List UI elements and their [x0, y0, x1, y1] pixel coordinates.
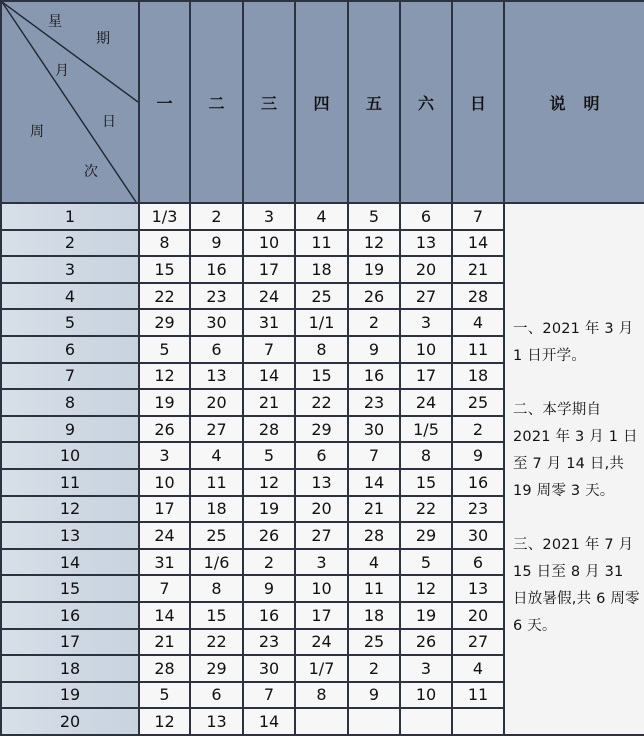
date-cell-wed: 7	[243, 336, 295, 363]
diagonal-lines-icon	[2, 2, 138, 202]
date-cell-wed: 10	[243, 230, 295, 257]
date-cell-fri: 21	[348, 496, 400, 523]
date-cell-wed: 16	[243, 602, 295, 629]
week-number-cell: 1	[1, 203, 139, 230]
week-number-cell: 3	[1, 256, 139, 283]
week-number-cell: 7	[1, 363, 139, 390]
date-cell-fri: 28	[348, 522, 400, 549]
date-cell-fri: 14	[348, 469, 400, 496]
week-number-cell: 6	[1, 336, 139, 363]
date-cell-wed: 7	[243, 682, 295, 709]
notes-header-label: 说明	[549, 93, 618, 113]
date-cell-sat: 22	[400, 496, 452, 523]
date-cell-thu: 24	[295, 629, 348, 656]
week-number-cell: 13	[1, 522, 139, 549]
week-number-cell: 10	[1, 442, 139, 469]
date-cell-fri: 4	[348, 549, 400, 576]
day-header-sun: 日	[452, 1, 504, 203]
date-cell-sun: 20	[452, 602, 504, 629]
date-cell-tue: 1/6	[190, 549, 243, 576]
week-number-cell: 5	[1, 309, 139, 336]
date-cell-thu: 22	[295, 389, 348, 416]
date-cell-mon: 17	[139, 496, 190, 523]
date-cell-sun: 16	[452, 469, 504, 496]
week-number-cell: 17	[1, 629, 139, 656]
date-cell-mon: 21	[139, 629, 190, 656]
date-cell-fri: 9	[348, 336, 400, 363]
date-cell-sun: 13	[452, 575, 504, 602]
date-cell-thu: 3	[295, 549, 348, 576]
date-cell-sat: 26	[400, 629, 452, 656]
date-cell-sun: 23	[452, 496, 504, 523]
date-cell-mon: 5	[139, 682, 190, 709]
date-cell-sat: 24	[400, 389, 452, 416]
date-cell-wed: 3	[243, 203, 295, 230]
date-cell-mon: 3	[139, 442, 190, 469]
date-cell-tue: 13	[190, 708, 243, 735]
date-cell-sun: 4	[452, 309, 504, 336]
date-cell-fri: 25	[348, 629, 400, 656]
week-number-cell: 11	[1, 469, 139, 496]
corner-label-xing: 星	[48, 14, 62, 30]
date-cell-sat: 19	[400, 602, 452, 629]
date-cell-tue: 6	[190, 682, 243, 709]
date-cell-wed: 5	[243, 442, 295, 469]
date-cell-sat: 17	[400, 363, 452, 390]
notes-cell	[504, 203, 644, 735]
day-header-sat: 六	[400, 1, 452, 203]
date-cell-thu: 10	[295, 575, 348, 602]
date-cell-wed: 17	[243, 256, 295, 283]
date-cell-sun: 21	[452, 256, 504, 283]
date-cell-tue: 4	[190, 442, 243, 469]
date-cell-mon: 26	[139, 416, 190, 443]
date-cell-mon: 8	[139, 230, 190, 257]
date-cell-thu: 6	[295, 442, 348, 469]
date-cell-tue: 20	[190, 389, 243, 416]
date-cell-tue: 11	[190, 469, 243, 496]
date-cell-mon: 14	[139, 602, 190, 629]
date-cell-sat: 8	[400, 442, 452, 469]
corner-label-zhou: 周	[30, 124, 44, 140]
date-cell-sat: 3	[400, 309, 452, 336]
date-cell-mon: 10	[139, 469, 190, 496]
note-item: 一、2021 年 3 月 1 日开学。	[513, 321, 634, 364]
date-cell-thu: 29	[295, 416, 348, 443]
date-cell-tue: 8	[190, 575, 243, 602]
date-cell-wed: 26	[243, 522, 295, 549]
date-cell-mon: 7	[139, 575, 190, 602]
date-cell-wed: 2	[243, 549, 295, 576]
date-cell-thu: 18	[295, 256, 348, 283]
date-cell-wed: 14	[243, 708, 295, 735]
table-row	[1, 203, 644, 230]
date-cell-wed: 12	[243, 469, 295, 496]
date-cell-wed: 24	[243, 283, 295, 310]
week-number-cell: 4	[1, 283, 139, 310]
date-cell-sun: 18	[452, 363, 504, 390]
day-header-wed: 三	[243, 1, 295, 203]
note-item: 二、本学期自 2021 年 3 月 1 日至 7 月 14 日,共 19 周零 3 天。	[513, 402, 638, 499]
date-cell-tue: 27	[190, 416, 243, 443]
date-cell-sat	[400, 708, 452, 735]
day-header-tue: 二	[190, 1, 243, 203]
diagonal-corner-header	[1, 1, 139, 203]
date-cell-mon: 12	[139, 363, 190, 390]
date-cell-sun: 6	[452, 549, 504, 576]
corner-label-ci: 次	[84, 164, 98, 180]
date-cell-mon: 31	[139, 549, 190, 576]
day-header-thu: 四	[295, 1, 348, 203]
week-number-cell: 15	[1, 575, 139, 602]
date-cell-tue: 16	[190, 256, 243, 283]
date-cell-sat: 12	[400, 575, 452, 602]
week-number-cell: 20	[1, 708, 139, 735]
date-cell-sun: 30	[452, 522, 504, 549]
date-cell-wed: 31	[243, 309, 295, 336]
day-header-mon: 一	[139, 1, 190, 203]
week-number-cell: 8	[1, 389, 139, 416]
week-number-cell: 16	[1, 602, 139, 629]
date-cell-thu: 15	[295, 363, 348, 390]
date-cell-sat: 20	[400, 256, 452, 283]
calendar-body	[1, 203, 644, 735]
date-cell-tue: 9	[190, 230, 243, 257]
week-number-cell: 9	[1, 416, 139, 443]
week-number-cell: 12	[1, 496, 139, 523]
date-cell-thu: 1/7	[295, 655, 348, 682]
date-cell-thu: 4	[295, 203, 348, 230]
week-number-cell: 2	[1, 230, 139, 257]
date-cell-sat: 6	[400, 203, 452, 230]
date-cell-sun: 27	[452, 629, 504, 656]
date-cell-wed: 14	[243, 363, 295, 390]
date-cell-tue: 13	[190, 363, 243, 390]
date-cell-sat: 3	[400, 655, 452, 682]
date-cell-sun: 14	[452, 230, 504, 257]
date-cell-fri: 30	[348, 416, 400, 443]
date-cell-fri: 23	[348, 389, 400, 416]
date-cell-mon: 28	[139, 655, 190, 682]
date-cell-fri: 18	[348, 602, 400, 629]
date-cell-fri: 11	[348, 575, 400, 602]
date-cell-sat: 1/5	[400, 416, 452, 443]
date-cell-sat: 5	[400, 549, 452, 576]
date-cell-fri: 5	[348, 203, 400, 230]
date-cell-sun: 11	[452, 336, 504, 363]
week-number-cell: 14	[1, 549, 139, 576]
date-cell-wed: 19	[243, 496, 295, 523]
date-cell-tue: 2	[190, 203, 243, 230]
date-cell-tue: 25	[190, 522, 243, 549]
date-cell-mon: 19	[139, 389, 190, 416]
date-cell-tue: 29	[190, 655, 243, 682]
date-cell-sun: 11	[452, 682, 504, 709]
date-cell-sat: 10	[400, 336, 452, 363]
date-cell-tue: 23	[190, 283, 243, 310]
date-cell-sat: 10	[400, 682, 452, 709]
date-cell-thu: 1/1	[295, 309, 348, 336]
date-cell-mon: 22	[139, 283, 190, 310]
date-cell-thu: 8	[295, 336, 348, 363]
date-cell-sat: 13	[400, 230, 452, 257]
date-cell-thu: 8	[295, 682, 348, 709]
date-cell-thu	[295, 708, 348, 735]
date-cell-sun: 28	[452, 283, 504, 310]
date-cell-sun: 2	[452, 416, 504, 443]
date-cell-wed: 28	[243, 416, 295, 443]
week-number-cell: 19	[1, 682, 139, 709]
date-cell-sat: 27	[400, 283, 452, 310]
date-cell-sat: 29	[400, 522, 452, 549]
date-cell-sun: 7	[452, 203, 504, 230]
date-cell-tue: 6	[190, 336, 243, 363]
corner-label-yue: 月	[55, 63, 69, 79]
date-cell-tue: 18	[190, 496, 243, 523]
week-number-cell: 18	[1, 655, 139, 682]
date-cell-wed: 21	[243, 389, 295, 416]
corner-label-ri: 日	[102, 114, 116, 130]
date-cell-fri: 12	[348, 230, 400, 257]
date-cell-tue: 30	[190, 309, 243, 336]
date-cell-fri: 19	[348, 256, 400, 283]
date-cell-sun: 4	[452, 655, 504, 682]
day-header-fri: 五	[348, 1, 400, 203]
date-cell-sun: 25	[452, 389, 504, 416]
header-row	[1, 1, 644, 203]
date-cell-tue: 15	[190, 602, 243, 629]
date-cell-fri: 16	[348, 363, 400, 390]
date-cell-fri: 7	[348, 442, 400, 469]
date-cell-sun	[452, 708, 504, 735]
date-cell-mon: 15	[139, 256, 190, 283]
date-cell-sun: 9	[452, 442, 504, 469]
date-cell-mon: 12	[139, 708, 190, 735]
date-cell-wed: 9	[243, 575, 295, 602]
date-cell-tue: 22	[190, 629, 243, 656]
date-cell-fri: 9	[348, 682, 400, 709]
date-cell-mon: 24	[139, 522, 190, 549]
date-cell-thu: 13	[295, 469, 348, 496]
date-cell-thu: 27	[295, 522, 348, 549]
date-cell-wed: 30	[243, 655, 295, 682]
date-cell-fri	[348, 708, 400, 735]
date-cell-mon: 5	[139, 336, 190, 363]
date-cell-thu: 11	[295, 230, 348, 257]
notes-header	[504, 1, 644, 203]
date-cell-fri: 2	[348, 309, 400, 336]
note-item: 三、2021 年 7 月 15 日至 8 月 31 日放暑假,共 6 周零 6 天。	[513, 537, 640, 634]
date-cell-fri: 2	[348, 655, 400, 682]
date-cell-sat: 15	[400, 469, 452, 496]
date-cell-wed: 23	[243, 629, 295, 656]
corner-label-qi: 期	[96, 31, 110, 47]
date-cell-thu: 20	[295, 496, 348, 523]
date-cell-thu: 17	[295, 602, 348, 629]
date-cell-mon: 29	[139, 309, 190, 336]
date-cell-thu: 25	[295, 283, 348, 310]
date-cell-fri: 26	[348, 283, 400, 310]
date-cell-mon: 1/3	[139, 203, 190, 230]
